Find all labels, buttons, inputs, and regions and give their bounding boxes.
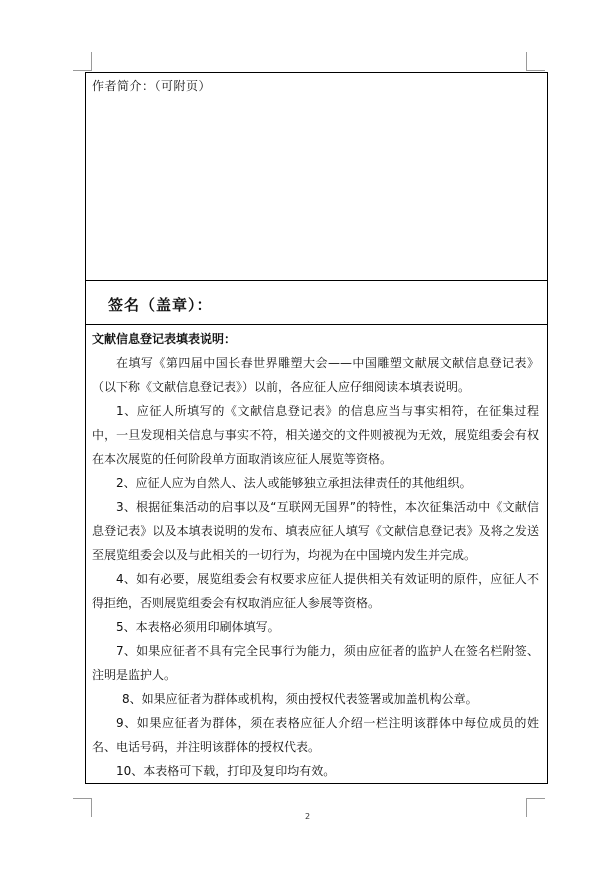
instruction-paragraph: 10、本表格可下载，打印及复印均有效。: [116, 764, 336, 778]
instructions-section: [92, 327, 539, 783]
instruction-paragraph: 1、应征人所填写的《文献信息登记表》的信息应当与事实相符，在征集过程中，一旦发现相关信息与事实不符，相关递交的文件则被视为无效，展览组委会有权在本次展览的任何阶段单方面取消该应征人展览等资格。: [92, 404, 539, 466]
crop-mark-top-right: [526, 52, 545, 71]
instruction-paragraph: 2、应征人应为自然人、法人或能够独立承担法律责任的其他组织。: [116, 476, 472, 490]
signature-label: 签名（盖章）：: [108, 296, 213, 314]
crop-mark-top-left: [73, 52, 92, 71]
instruction-paragraph: 在填写《第四届中国长春世界雕塑大会——中国雕塑文献展文献信息登记表》（以下称《文献信息登记表》）以前，各应征人应仔细阅读本填表说明。: [92, 356, 539, 394]
signature-cell[interactable]: [86, 281, 547, 325]
instruction-paragraph: 4、如有必要，展览组委会有权要求应征人提供相关有效证明的原件，应征人不得拒绝，否则展览组委会有权取消应征人参展等资格。: [92, 572, 539, 610]
instruction-paragraph: 8、如果应征者为群体或机构，须由授权代表签署或加盖机构公章。: [122, 692, 478, 706]
page-number: 2: [304, 812, 311, 821]
instructions-title: 文献信息登记表填表说明：: [92, 332, 237, 346]
instruction-paragraph: 9、如果应征者为群体，须在表格应征人介绍一栏注明该群体中每位成员的姓名、电话号码，并注明该群体的授权代表。: [92, 716, 539, 754]
instruction-paragraph: 7、如果应征者不具有完全民事行为能力，须由应征者的监护人在签名栏附签、注明是监护人。: [92, 644, 539, 682]
author-intro-cell[interactable]: [86, 73, 547, 281]
author-intro-label: 作者简介：（可附页）: [92, 79, 212, 93]
instruction-paragraph: 5、本表格必须用印刷体填写。: [116, 620, 280, 634]
instruction-paragraph: 3、根据征集活动的启事以及“互联网无国界”的特性，本次征集活动中《文献信息登记表》以及本填表说明的发布、填表应征人填写《文献信息登记表》及将之发送至展览组委会以及与此相关的一切行为，均视为在中国境内发生并完成。: [92, 500, 539, 562]
form-table: [85, 72, 548, 784]
